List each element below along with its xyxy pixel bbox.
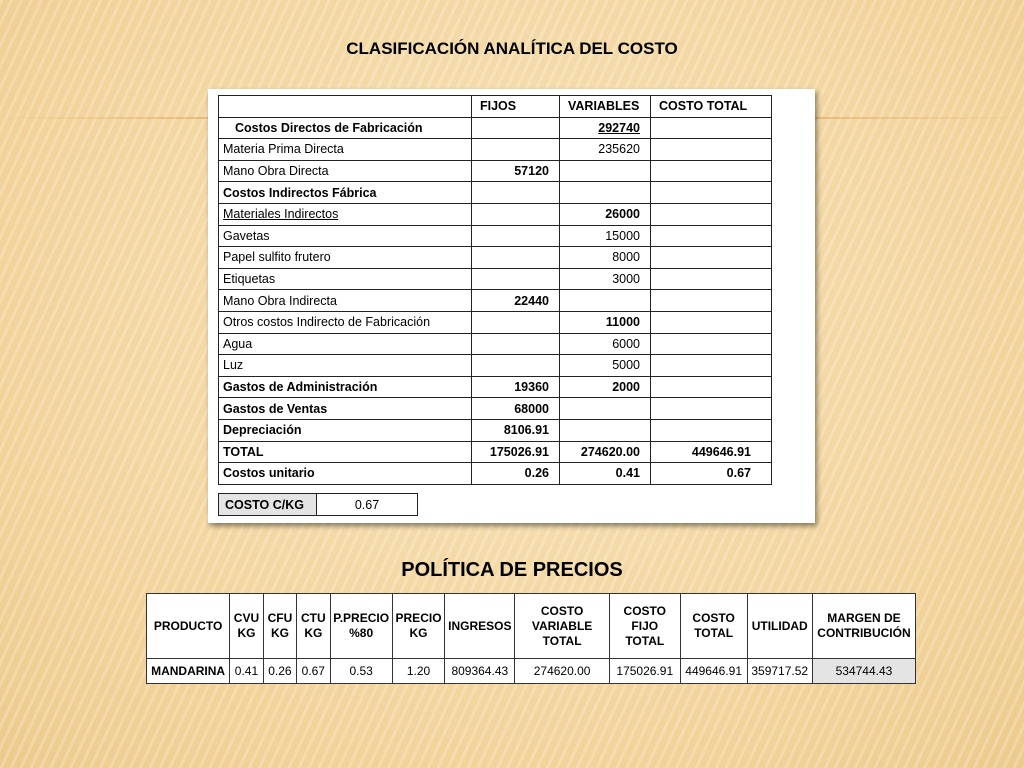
cell-costo-variable: 274620.00	[515, 659, 609, 684]
table-row	[219, 117, 772, 139]
cell-fijos: 22440	[472, 290, 560, 312]
table-row	[219, 139, 772, 161]
header-costo-variable: COSTO VARIABLE TOTAL	[515, 594, 609, 659]
cell-precio-kg: 1.20	[392, 659, 444, 684]
table-row	[219, 333, 772, 355]
cost-per-kg-label: COSTO C/KG	[219, 494, 317, 516]
cell-variables: 274620.00	[560, 441, 651, 463]
header-fijos: FIJOS	[472, 96, 560, 118]
cell-variables: 235620	[560, 139, 651, 161]
table-row	[219, 376, 772, 398]
cell-fijos	[472, 139, 560, 161]
cell-total	[651, 398, 772, 420]
cell-total	[651, 117, 772, 139]
cell-fijos	[472, 311, 560, 333]
table-row	[219, 182, 772, 204]
table-header-row	[147, 594, 916, 659]
cell-variables: 2000	[560, 376, 651, 398]
cell-fijos	[472, 225, 560, 247]
row-label: Papel sulfito frutero	[219, 247, 472, 269]
cell-fijos	[472, 182, 560, 204]
row-label: Costos Directos de Fabricación	[219, 117, 472, 139]
cell-fijos	[472, 333, 560, 355]
cell-variables	[560, 398, 651, 420]
cell-ingresos: 809364.43	[445, 659, 515, 684]
cell-variables	[560, 419, 651, 441]
header-utilidad: UTILIDAD	[747, 594, 812, 659]
row-label: Mano Obra Indirecta	[219, 290, 472, 312]
cell-total: 0.67	[651, 463, 772, 485]
page-title: CLASIFICACIÓN ANALÍTICA DEL COSTO	[346, 39, 678, 58]
cell-total	[651, 290, 772, 312]
cell-total	[651, 225, 772, 247]
row-label: Depreciación	[219, 419, 472, 441]
row-label: Agua	[219, 333, 472, 355]
row-label: Luz	[219, 355, 472, 377]
cell-variables: 26000	[560, 203, 651, 225]
cell-fijos: 175026.91	[472, 441, 560, 463]
row-label: Mano Obra Directa	[219, 160, 472, 182]
row-label: Gavetas	[219, 225, 472, 247]
table-row	[219, 311, 772, 333]
cell-variables: 15000	[560, 225, 651, 247]
cell-margen: 534744.43	[812, 659, 915, 684]
cell-total	[651, 311, 772, 333]
table-row	[219, 355, 772, 377]
header-ctu: CTU KG	[297, 594, 330, 659]
header-costo-fijo: COSTO FIJO TOTAL	[609, 594, 680, 659]
cost-classification-table	[218, 95, 772, 485]
price-policy-table-card	[146, 593, 916, 683]
header-variables: VARIABLES	[560, 96, 651, 118]
cell-variables: 292740	[560, 117, 651, 139]
cell-variables: 6000	[560, 333, 651, 355]
cell-total: 449646.91	[651, 441, 772, 463]
cell-producto: MANDARINA	[147, 659, 230, 684]
cell-total	[651, 355, 772, 377]
cell-fijos	[472, 268, 560, 290]
table-row	[219, 419, 772, 441]
table-row-total	[219, 441, 772, 463]
cell-fijos	[472, 117, 560, 139]
header-precio-kg: PRECIO KG	[392, 594, 444, 659]
table-row	[219, 290, 772, 312]
cell-total	[651, 182, 772, 204]
cell-cfu: 0.26	[263, 659, 296, 684]
cell-fijos	[472, 203, 560, 225]
cell-total	[651, 203, 772, 225]
cell-variables: 0.41	[560, 463, 651, 485]
row-label: TOTAL	[219, 441, 472, 463]
table-row	[219, 268, 772, 290]
header-cell	[219, 96, 472, 118]
row-label: Gastos de Ventas	[219, 398, 472, 420]
row-label: Materiales Indirectos	[219, 203, 472, 225]
header-margen: MARGEN DE CONTRIBUCIÓN	[812, 594, 915, 659]
cell-total	[651, 247, 772, 269]
cell-variables	[560, 182, 651, 204]
table-row	[219, 225, 772, 247]
cell-variables: 5000	[560, 355, 651, 377]
cost-per-kg-value: 0.67	[317, 494, 418, 516]
cell-fijos: 0.26	[472, 463, 560, 485]
cell-ctu: 0.67	[297, 659, 330, 684]
cell-variables: 3000	[560, 268, 651, 290]
cost-table-card	[208, 89, 815, 523]
cell-fijos: 57120	[472, 160, 560, 182]
table-row	[219, 160, 772, 182]
section-title: POLÍTICA DE PRECIOS	[401, 559, 623, 581]
header-ingresos: INGRESOS	[445, 594, 515, 659]
cell-total	[651, 333, 772, 355]
row-label: Gastos de Administración	[219, 376, 472, 398]
cell-variables	[560, 290, 651, 312]
cell-cvu: 0.41	[230, 659, 264, 684]
row-label: Costos Indirectos Fábrica	[219, 182, 472, 204]
cell-total	[651, 419, 772, 441]
cost-per-kg-box	[218, 493, 418, 516]
cell-total	[651, 376, 772, 398]
price-policy-table	[146, 593, 916, 684]
cell-utilidad: 359717.52	[747, 659, 812, 684]
header-p-precio: P.PRECIO %80	[330, 594, 392, 659]
table-row	[219, 247, 772, 269]
cell-costo-fijo: 175026.91	[609, 659, 680, 684]
header-cfu: CFU KG	[263, 594, 296, 659]
cell-costo-total: 449646.91	[680, 659, 747, 684]
cell-total	[651, 160, 772, 182]
header-cvu: CVU KG	[230, 594, 264, 659]
row-label: Materia Prima Directa	[219, 139, 472, 161]
cell-fijos: 19360	[472, 376, 560, 398]
header-costo-total: COSTO TOTAL	[680, 594, 747, 659]
cell-p-precio: 0.53	[330, 659, 392, 684]
table-row	[219, 398, 772, 420]
cell-fijos	[472, 355, 560, 377]
table-header-row	[219, 96, 772, 118]
header-producto: PRODUCTO	[147, 594, 230, 659]
cell-fijos: 68000	[472, 398, 560, 420]
row-label: Otros costos Indirecto de Fabricación	[219, 311, 472, 333]
cell-variables	[560, 160, 651, 182]
table-row	[147, 659, 916, 684]
header-costo-total: COSTO TOTAL	[651, 96, 772, 118]
row-label: Costos unitario	[219, 463, 472, 485]
table-row	[219, 203, 772, 225]
cell-variables: 11000	[560, 311, 651, 333]
cell-total	[651, 139, 772, 161]
cell-variables: 8000	[560, 247, 651, 269]
cell-fijos: 8106.91	[472, 419, 560, 441]
table-row-unit	[219, 463, 772, 485]
row-label: Etiquetas	[219, 268, 472, 290]
cell-fijos	[472, 247, 560, 269]
cell-total	[651, 268, 772, 290]
